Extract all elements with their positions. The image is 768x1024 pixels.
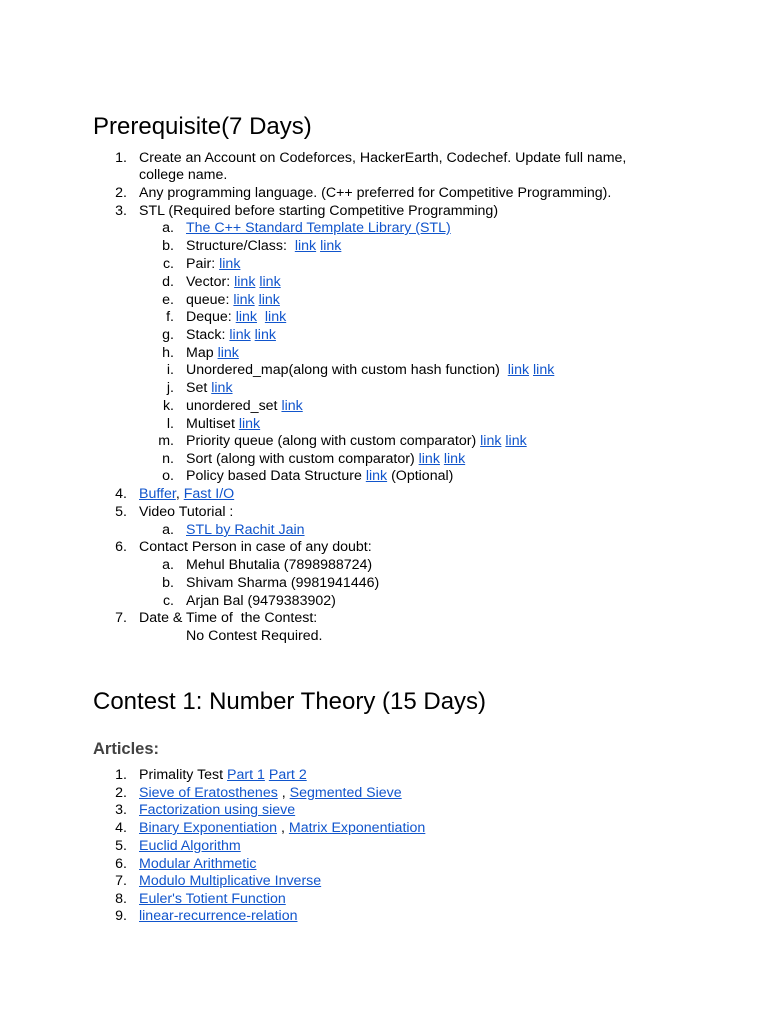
list-number: 6.: [115, 539, 127, 555]
sieve-link[interactable]: Sieve of Eratosthenes: [139, 785, 278, 801]
list-text: queue:: [186, 292, 230, 308]
list-number: d.: [162, 274, 174, 290]
euler-totient-link[interactable]: Euler's Totient Function: [139, 891, 286, 907]
list-number: h.: [162, 345, 174, 361]
list-number: 9.: [115, 908, 127, 924]
link[interactable]: link: [258, 292, 280, 308]
list-text: Sort (along with custom comparator): [186, 451, 415, 467]
separator: ,: [175, 486, 180, 502]
modular-arithmetic-link[interactable]: Modular Arithmetic: [139, 856, 257, 872]
primality-part2-link[interactable]: Part 2: [268, 767, 307, 783]
primality-part1-link[interactable]: Part 1: [227, 767, 265, 783]
list-text: Video Tutorial :: [139, 504, 234, 520]
list-number: e.: [162, 292, 174, 308]
list-number: c.: [162, 593, 174, 609]
link[interactable]: link: [281, 398, 303, 414]
link[interactable]: link: [320, 238, 342, 254]
list-number: 7.: [115, 873, 127, 889]
separator: ,: [280, 820, 285, 836]
link[interactable]: link: [480, 433, 502, 449]
list-number: k.: [162, 398, 174, 414]
list-number: m.: [158, 433, 174, 449]
list-text: Contact Person in case of any doubt:: [139, 539, 372, 555]
link[interactable]: link: [418, 451, 440, 467]
contact-text: Shivam Sharma (9981941446): [186, 575, 380, 591]
factorization-link[interactable]: Factorization using sieve: [139, 802, 296, 818]
list-number: f.: [166, 309, 174, 325]
link[interactable]: link: [264, 309, 287, 325]
list-number: g.: [162, 327, 174, 343]
linear-recurrence-link[interactable]: linear-recurrence-relation: [139, 908, 298, 924]
list-number: 1.: [115, 150, 127, 166]
list-number: 5.: [115, 838, 127, 854]
link[interactable]: link: [211, 380, 233, 396]
list-text: Policy based Data Structure: [186, 468, 362, 484]
list-text: Unordered_map(along with custom hash function): [186, 362, 500, 378]
list-text: Structure/Class:: [186, 238, 287, 254]
list-text: Set: [186, 380, 208, 396]
list-number: 6.: [115, 856, 127, 872]
link[interactable]: link: [219, 256, 241, 272]
list-number: l.: [166, 416, 174, 432]
link[interactable]: link: [217, 345, 239, 361]
contact-text: Mehul Bhutalia (7898988724): [186, 557, 373, 573]
euclid-link[interactable]: Euclid Algorithm: [139, 838, 241, 854]
list-text: Any programming language. (C++ preferred for Competitive Programming).: [139, 185, 612, 201]
list-number: a.: [162, 220, 174, 236]
list-number: 1.: [115, 767, 127, 783]
list-number: n.: [162, 451, 174, 467]
link[interactable]: link: [443, 451, 466, 467]
separator: ,: [281, 785, 286, 801]
contest-note: No Contest Required.: [186, 628, 323, 644]
link[interactable]: link: [254, 327, 276, 343]
list-number: 3.: [115, 203, 127, 219]
section-title-prerequisite: Prerequisite(7 Days): [93, 113, 312, 140]
list-number: 2.: [115, 185, 127, 201]
link[interactable]: link: [505, 433, 527, 449]
optional-note: (Optional): [391, 468, 454, 484]
list-text: Map: [186, 345, 214, 361]
list-number: 7.: [115, 610, 127, 626]
list-number: a.: [162, 557, 174, 573]
link[interactable]: link: [294, 238, 317, 254]
link[interactable]: link: [259, 274, 281, 290]
list-text: Vector:: [186, 274, 231, 290]
matrix-exponentiation-link[interactable]: Matrix Exponentiation: [288, 820, 426, 836]
link[interactable]: link: [238, 416, 261, 432]
list-number: o.: [162, 468, 174, 484]
list-number: b.: [162, 575, 174, 591]
list-number: c.: [162, 256, 174, 272]
list-text: Date & Time of the Contest:: [139, 610, 318, 626]
section-title-contest-1: Contest 1: Number Theory (15 Days): [93, 688, 487, 715]
list-number: j.: [166, 380, 174, 396]
list-number: b.: [162, 238, 174, 254]
list-number: 8.: [115, 891, 127, 907]
list-text: Primality Test: [139, 767, 224, 783]
modular-inverse-link[interactable]: Modulo Multiplicative Inverse: [139, 873, 322, 889]
link[interactable]: link: [234, 274, 256, 290]
list-number: 4.: [115, 486, 127, 502]
list-text-continued: college name.: [139, 167, 228, 183]
contact-text: Arjan Bal (9479383902): [186, 593, 336, 609]
articles-heading: Articles:: [93, 740, 160, 758]
list-number: 4.: [115, 820, 127, 836]
list-text: Stack:: [186, 327, 226, 343]
list-number: 3.: [115, 802, 127, 818]
link[interactable]: link: [365, 468, 388, 484]
list-number: 2.: [115, 785, 127, 801]
binary-exponentiation-link[interactable]: Binary Exponentiation: [139, 820, 278, 836]
list-text: Pair:: [186, 256, 216, 272]
link[interactable]: link: [235, 309, 257, 325]
segmented-sieve-link[interactable]: Segmented Sieve: [289, 785, 402, 801]
link[interactable]: link: [533, 362, 555, 378]
stl-library-link[interactable]: The C++ Standard Template Library (STL): [186, 220, 451, 236]
stl-video-link[interactable]: STL by Rachit Jain: [186, 522, 305, 538]
list-number: 5.: [115, 504, 127, 520]
list-number: i.: [166, 362, 174, 378]
list-text: Create an Account on Codeforces, HackerEarth, Codechef. Update full name,: [139, 150, 627, 166]
link[interactable]: link: [507, 362, 530, 378]
list-text: Priority queue (along with custom comparator): [186, 433, 477, 449]
list-text: STL (Required before starting Competitive Programming): [139, 203, 499, 219]
list-text: Deque:: [186, 309, 232, 325]
link[interactable]: link: [233, 292, 255, 308]
list-number: a.: [162, 522, 174, 538]
link[interactable]: link: [229, 327, 251, 343]
buffer-link[interactable]: Buffer: [139, 486, 176, 502]
list-text: unordered_set: [186, 398, 278, 414]
list-text: Multiset: [186, 416, 235, 432]
fast-io-link[interactable]: Fast I/O: [183, 486, 235, 502]
